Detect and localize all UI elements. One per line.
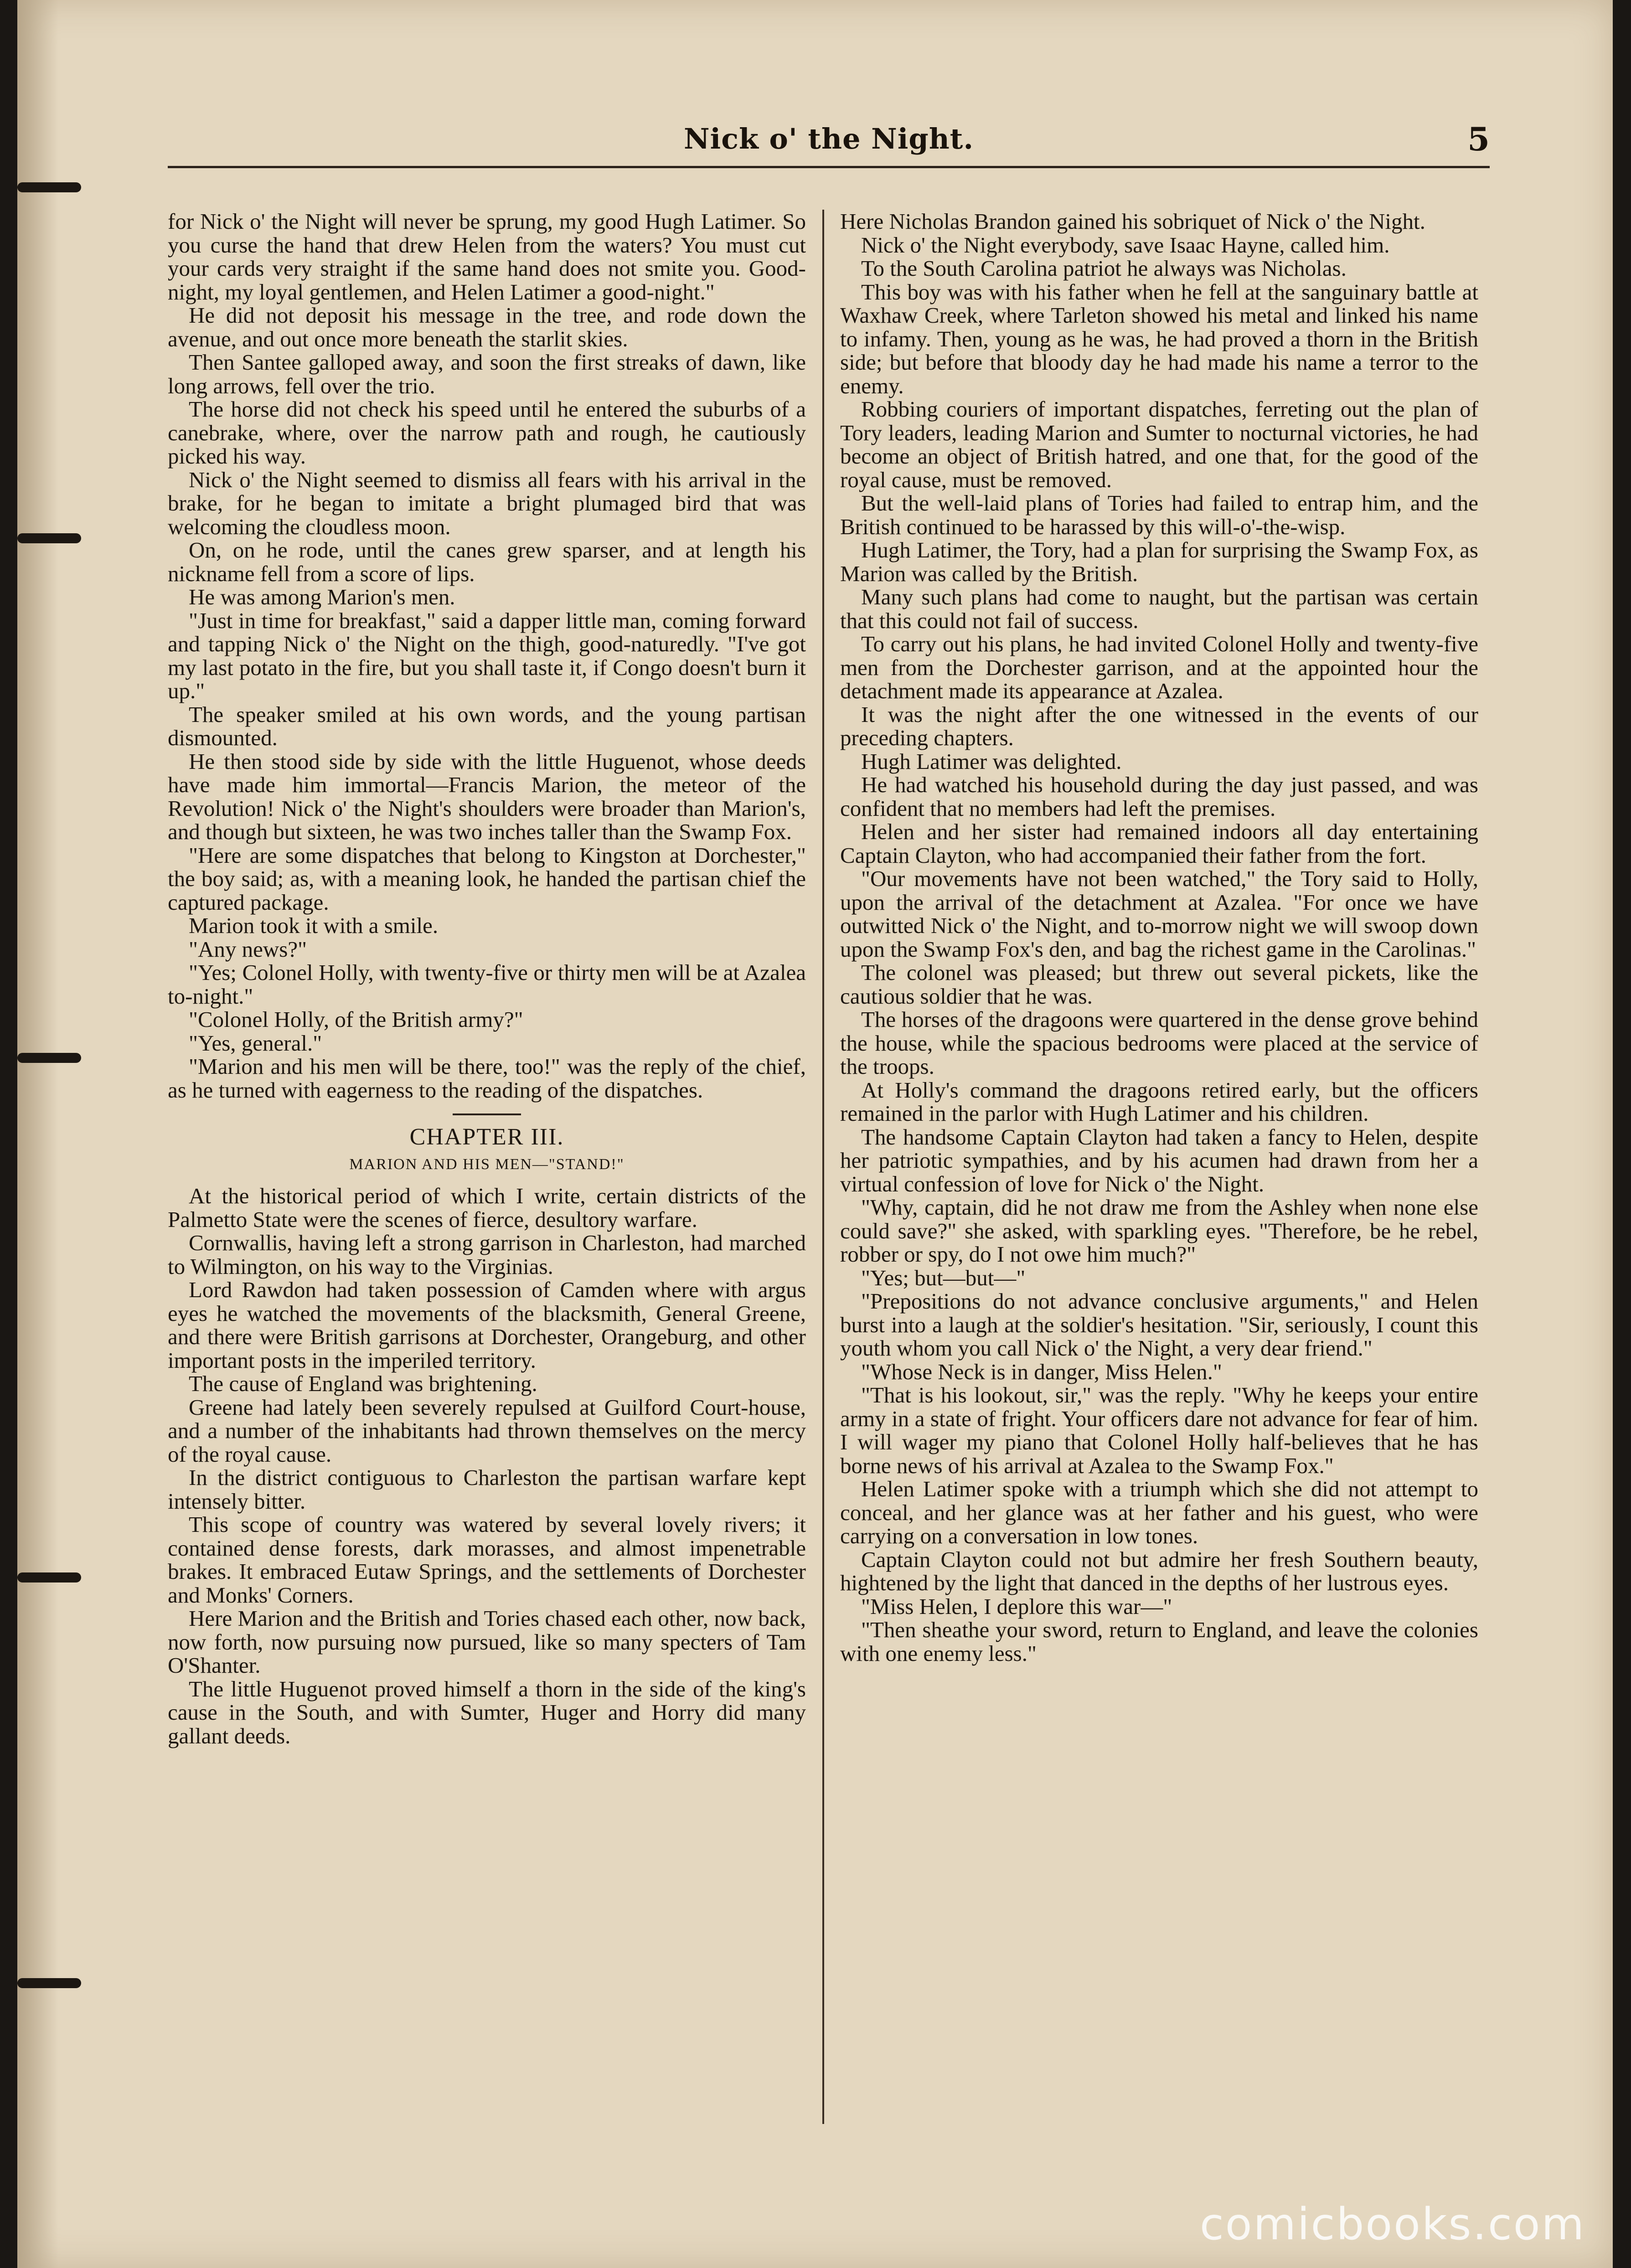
paragraph: "Whose Neck is in danger, Miss Helen." <box>861 1359 1222 1384</box>
chapter-title: CHAPTER III. <box>409 1124 564 1150</box>
paragraph: Marion took it with a smile. <box>189 913 439 938</box>
paragraph: The little Huguenot proved himself a thorn in the side of the king's cause in the South, and with Sumter, Huger and Horry did many gallant deeds. <box>168 1676 806 1748</box>
paragraph: Many such plans had come to naught, but the partisan was certain that this could not fail of success. <box>840 584 1478 633</box>
left-column-text <box>168 210 806 1102</box>
paragraph: On, on he rode, until the canes grew sparser, and at length his nickname fell from a score of lips. <box>168 537 806 586</box>
paragraph: The cause of England was brightening. <box>189 1371 537 1396</box>
paragraph: "Our movements have not been watched," the Tory said to Holly, upon the arrival of the detachment at Azalea. "For once we have outwitted Nick o' the Night, and to-morrow night we will swoop down upon the Swamp Fox's den, and bag the richest game in the Carolinas." <box>840 866 1478 962</box>
paragraph: In the district contiguous to Charleston the partisan warfare kept intensely bitter. <box>168 1465 806 1514</box>
header-rule <box>168 166 1490 168</box>
left-column <box>168 210 806 2147</box>
paragraph: Robbing couriers of important dispatches, ferreting out the plan of Tory leaders, leading Marion and Sumter to nocturnal victories, he had become an object of British hatred, and one that, for the good of the royal cause, must be removed. <box>840 397 1478 492</box>
running-title: Nick o' the Night. <box>683 122 974 155</box>
paragraph: "Prepositions do not advance conclusive arguments," and Helen burst into a laugh at the soldier's hesitation. "Sir, seriously, I count this youth whom you call Nick o' the Night, a very dear friend." <box>840 1289 1478 1361</box>
paragraph: "Colonel Holly, of the British army?" <box>189 1007 523 1032</box>
paragraph: The colonel was pleased; but threw out several pickets, like the cautious soldier that he was. <box>840 960 1478 1009</box>
paragraph: But the well-laid plans of Tories had failed to entrap him, and the British continued to be harassed by this will-o'-the-wisp. <box>840 490 1478 539</box>
page-number: 5 <box>1467 120 1490 158</box>
paragraph: Captain Clayton could not but admire her fresh Southern beauty, hightened by the light that danced in the depths of her lustrous eyes. <box>840 1546 1478 1595</box>
paragraph: It was the night after the one witnessed in the events of our preceding chapters. <box>840 701 1478 750</box>
paragraph: "Then sheathe your sword, return to England, and leave the colonies with one enemy less." <box>840 1617 1478 1666</box>
paragraph: The handsome Captain Clayton had taken a fancy to Helen, despite her patriotic sympathies, and by his acumen had drawn from her a virtual confession of love for Nick o' the Night. <box>840 1124 1478 1196</box>
paragraph: At Holly's command the dragoons retired early, but the officers remained in the parlor with Hugh Latimer and his children. <box>840 1077 1478 1126</box>
paragraph: "Miss Helen, I deplore this war—" <box>861 1593 1172 1619</box>
paragraph: The horses of the dragoons were quartered in the dense grove behind the house, while the spacious bedrooms were placed at the service of the troops. <box>840 1007 1478 1079</box>
paragraph: "Yes; Colonel Holly, with twenty-five or thirty men will be at Azalea to-night." <box>168 960 806 1009</box>
paragraph: "Why, captain, did he not draw me from the Ashley when none else could save?" she asked, with sparkling eyes. "Therefore, be he rebel, robber or spy, do I not owe him much?" <box>840 1195 1478 1267</box>
right-column-text <box>840 210 1478 1665</box>
paragraph: This boy was with his father when he fell at the sanguinary battle at Waxhaw Creek, where Tarleton showed his metal and linked his name to infamy. Then, young as he was, he had proved a thorn in the British side; but before that bloody day he had made his name a terror to the enemy. <box>840 279 1478 398</box>
paragraph: The speaker smiled at his own words, and the young partisan dismounted. <box>168 701 806 750</box>
paragraph: Then Santee galloped away, and soon the first streaks of dawn, like long arrows, fell over the trio. <box>168 350 806 398</box>
paragraph: Here Marion and the British and Tories chased each other, now back, now forth, now pursuing now pursued, like so many specters of Tam O'Shanter. <box>168 1606 806 1678</box>
paragraph: At the historical period of which I write, certain districts of the Palmetto State were the scenes of fierce, desultory warfare. <box>168 1183 806 1232</box>
paragraph: He then stood side by side with the little Huguenot, whose deeds have made him immortal—Francis Marion, the meteor of the Revolution! Nick o' the Night's shoulders were broader than Marion's, and though but sixteen, he was two inches taller than the Swamp Fox. <box>168 748 806 844</box>
paragraph: Helen Latimer spoke with a triumph which she did not attempt to conceal, and her glance was at her father and his guest, who were carrying on a conversation in low tones. <box>840 1476 1478 1548</box>
paragraph: "That is his lookout, sir," was the reply. "Why he keeps your entire army in a state of fright. Your officers dare not advance for fear of him. I will wager my piano that Colonel Holly half-believes that he has borne news of his arrival at Azalea to the Swamp Fox." <box>840 1382 1478 1478</box>
paragraph: To the South Carolina patriot he always was Nicholas. <box>861 256 1347 281</box>
column-divider <box>822 210 824 2124</box>
paragraph: Helen and her sister had remained indoors all day entertaining Captain Clayton, who had accompanied their father from the fort. <box>840 819 1478 868</box>
binding-stitch <box>17 1572 81 1582</box>
paragraph: He had watched his household during the day just passed, and was confident that no members had left the premises. <box>840 772 1478 821</box>
paragraph: The horse did not check his speed until he entered the suburbs of a canebrake, where, over the narrow path and rough, he cautiously picked his way. <box>168 397 806 469</box>
paragraph: He was among Marion's men. <box>189 584 455 609</box>
running-head <box>168 118 1490 172</box>
chapter-subtitle: MARION AND HIS MEN—"STAND!" <box>349 1155 625 1173</box>
binding-stitch <box>17 1053 81 1063</box>
paragraph: Nick o' the Night everybody, save Isaac Hayne, called him. <box>861 232 1390 258</box>
paragraph: "Just in time for breakfast," said a dapper little man, coming forward and tapping Nick o' the Night on the thigh, good-naturedly. "I've got my last potato in the fire, but you shall taste it, if Congo doesn't burn it up." <box>168 608 806 703</box>
paragraph: "Yes, general." <box>189 1030 322 1056</box>
paragraph: "Marion and his men will be there, too!" was the reply of the chief, as he turned with eagerness to the reading of the dispatches. <box>168 1054 806 1103</box>
site-watermark: comicbooks.com <box>1199 2199 1585 2250</box>
paragraph: "Any news?" <box>189 936 307 962</box>
paragraph: Here Nicholas Brandon gained his sobriquet of Nick o' the Night. <box>840 210 1425 234</box>
paragraph: "Here are some dispatches that belong to Kingston at Dorchester," the boy said; as, with a meaning look, he handed the partisan chief the captured package. <box>168 842 806 915</box>
paragraph: Hugh Latimer was delighted. <box>861 748 1122 774</box>
paragraph: To carry out his plans, he had invited Colonel Holly and twenty-five men from the Dorchester garrison, and at the appointed hour the detachment made its appearance at Azalea. <box>840 631 1478 703</box>
chapter-text <box>168 1184 806 1747</box>
book-page <box>17 0 1613 2268</box>
paragraph: for Nick o' the Night will never be sprung, my good Hugh Latimer. So you curse the hand that drew Helen from the waters? You must cut your cards very straight if the same hand does not smite you. Good-night, my loyal gentlemen, and Helen Latimer a good-night." <box>168 210 806 304</box>
paragraph: "Yes; but—but—" <box>861 1265 1026 1290</box>
chapter-divider <box>453 1113 521 1115</box>
right-column <box>840 210 1478 2147</box>
paragraph: Hugh Latimer, the Tory, had a plan for surprising the Swamp Fox, as Marion was called by the British. <box>840 537 1478 586</box>
paragraph: He did not deposit his message in the tree, and rode down the avenue, and out once more beneath the starlit skies. <box>168 303 806 351</box>
binding-stitch <box>17 182 81 192</box>
paragraph: Nick o' the Night seemed to dismiss all fears with his arrival in the brake, for he began to imitate a bright plumaged bird that was welcoming the cloudless moon. <box>168 467 806 539</box>
paragraph: Lord Rawdon had taken possession of Camden where with argus eyes he watched the movements of the blacksmith, General Greene, and there were British garrisons at Dorchester, Orangeburg, and other important posts in the imperiled territory. <box>168 1277 806 1373</box>
paragraph: This scope of country was watered by several lovely rivers; it contained dense forests, dark morasses, and almost impenetrable brakes. It embraced Eutaw Springs, and the settlements of Dorchester and Monks' Corners. <box>168 1512 806 1608</box>
paragraph: Greene had lately been severely repulsed at Guilford Court-house, and a number of the inhabitants had thrown themselves on the mercy of the royal cause. <box>168 1394 806 1467</box>
binding-stitch <box>17 533 81 543</box>
binding-stitch <box>17 1978 81 1988</box>
paragraph: Cornwallis, having left a strong garrison in Charleston, had marched to Wilmington, on his way to the Virginias. <box>168 1230 806 1279</box>
